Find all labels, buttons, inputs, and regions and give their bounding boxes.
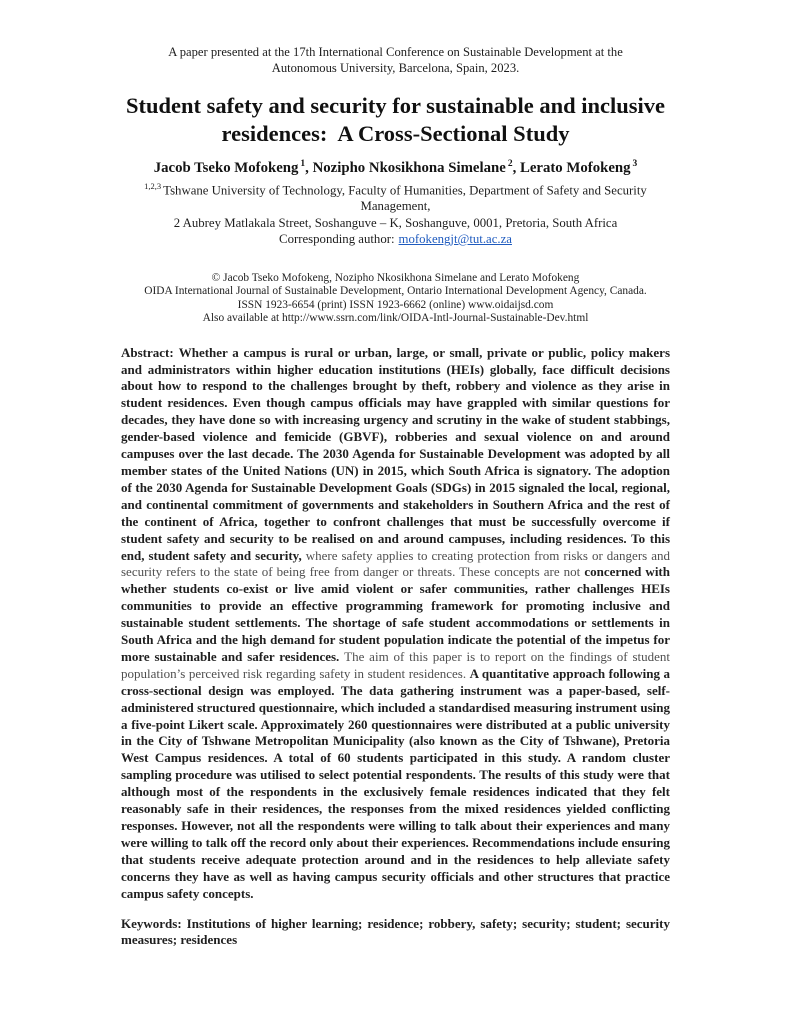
conference-note — [121, 44, 670, 76]
author-name: Lerato Mofokeng — [519, 159, 631, 176]
affiliation-line1: $^{1,2,3}$ Tshwane University of Technology, Faculty of Humanities, Department of Safety and Security Management, — [144, 180, 647, 214]
author-superscript: 1 — [300, 159, 306, 169]
journal-imprint — [121, 272, 670, 326]
conference-note-line1: A paper presented at the 17th International Conference on Sustainable Development at the — [168, 45, 623, 59]
paper-title — [121, 92, 670, 148]
conference-note-line2: Autonomous University, Barcelona, Spain, 2023. — [271, 61, 520, 75]
abstract-segment: where safety applies to creating protection from risks or dangers and security refers to the state of being free from danger or threats. These concepts are not — [121, 547, 670, 580]
author-superscript: 3 — [632, 159, 638, 169]
availability-line: Also available at http://www.ssrn.com/link/OIDA-Intl-Journal-Sustainable-Dev.html — [202, 312, 589, 325]
abstract-paragraph — [121, 345, 670, 903]
keywords-paragraph — [121, 916, 670, 950]
affiliation-superscript: 1,2,3 — [144, 180, 162, 191]
paper-title-line2: residences: A Cross-Sectional Study — [221, 121, 570, 146]
corresponding-author-line — [121, 231, 670, 247]
affiliation-line2: 2 Aubrey Matlakala Street, Soshanguve – K, Soshanguve, 0001, Pretoria, South Africa — [173, 215, 618, 230]
copyright-line: © Jacob Tseko Mofokeng, Nozipho Nkosikhona Simelane and Lerato Mofokeng — [211, 272, 580, 284]
abstract-segment: Whether a campus is rural or urban, large, or small, private or public, policy makers and administrators within higher education institutions (HEIs) globally, face difficult decisions about how to respond to the challenges brought by theft, robbery and violence as they arise in student residences. Even though campus officials may have grappled with similar questions for decades, they have done so with increasing urgency and scrutiny in the wake of student stabbings, gender-based violence and femicide (GBVF), robberies and sexual violence on and around campuses over the last decade. The 2030 Agenda for Sustainable Development was adopted by all member states of the United Nations (UN) in 2015, which South Africa is signatory. The adoption of the 2030 Agenda for Sustainable Development Goals (SDGs) in 2015 signaled the local, regional, and continental commitment of governments and stakeholders in Southern Africa and the rest of the continent of Africa, together to confront challenges that must be successfully overcome if student safety and security to be realised on and around campuses, including residences. To this end, student safety and security, — [121, 344, 670, 563]
keywords-text: Institutions of higher learning; residence; robbery, safety; security; student; security measures; residences — [121, 915, 670, 948]
corresponding-author-email-link[interactable]: mofokengjt@tut.ac.za — [398, 231, 512, 246]
affiliation — [121, 178, 670, 231]
author-separator: , — [305, 159, 313, 176]
author-separator: , — [512, 159, 520, 176]
keywords-label: Keywords: — [121, 915, 182, 931]
author-name: Nozipho Nkosikhona Simelane — [312, 159, 506, 176]
abstract-segment: A quantitative approach following a cross-sectional design was employed. The data gathering instrument was a paper-based, self-administered structured questionnaire, which included a standardised measuring instrument using a five-point Likert scale. Approximately 260 questionnaires were distributed at a public university in the City of Tshwane Metropolitan Municipality (also known as the City of Tshwane), Pretoria West Campus residences. A total of 60 students participated in this study. A random cluster sampling procedure was utilised to select potential respondents. The results of this study were that although most of the respondents in the exclusively female residences indicated that they felt reasonably safe in their residences, the responses from the mixed residences yielded conflicting responses. However, not all the respondents were willing to talk about their experiences and many were willing to talk off the record only about their experiences. Recommendations include ensuring that students receive adequate protection around and in the residences to help alleviate safety concerns they have as well as having campus security officials and other structures that practice campus safety concepts. — [121, 665, 670, 901]
paper-title-line1: Student safety and security for sustainable and inclusive — [125, 93, 666, 118]
abstract-segment: concerned with whether students co-exist or live amid violent or safer communities, rather challenges HEIs communities to provide an effective programming framework for promoting inclusive and sustainable student settlements. The shortage of safe student accommodations or settlements in South Africa and the high demand for student population indicate the potential of the impetus for more sustainable and safer residences. — [121, 564, 670, 664]
authors-line — [121, 159, 670, 177]
corresponding-author-label: Corresponding author: — [279, 231, 395, 246]
abstract-segment: The aim of this paper is to report on the findings of student population’s perceived risk regarding safety in student residences. — [121, 648, 670, 681]
abstract-label: Abstract: — [121, 344, 174, 360]
author-superscript: 2 — [507, 159, 513, 169]
journal-name-line: OIDA International Journal of Sustainable Development, Ontario International Development Agency, Canada. — [144, 285, 647, 298]
issn-line: ISSN 1923-6654 (print) ISSN 1923-6662 (online) www.oidaijsd.com — [237, 298, 554, 311]
author-name: Jacob Tseko Mofokeng — [153, 159, 299, 176]
